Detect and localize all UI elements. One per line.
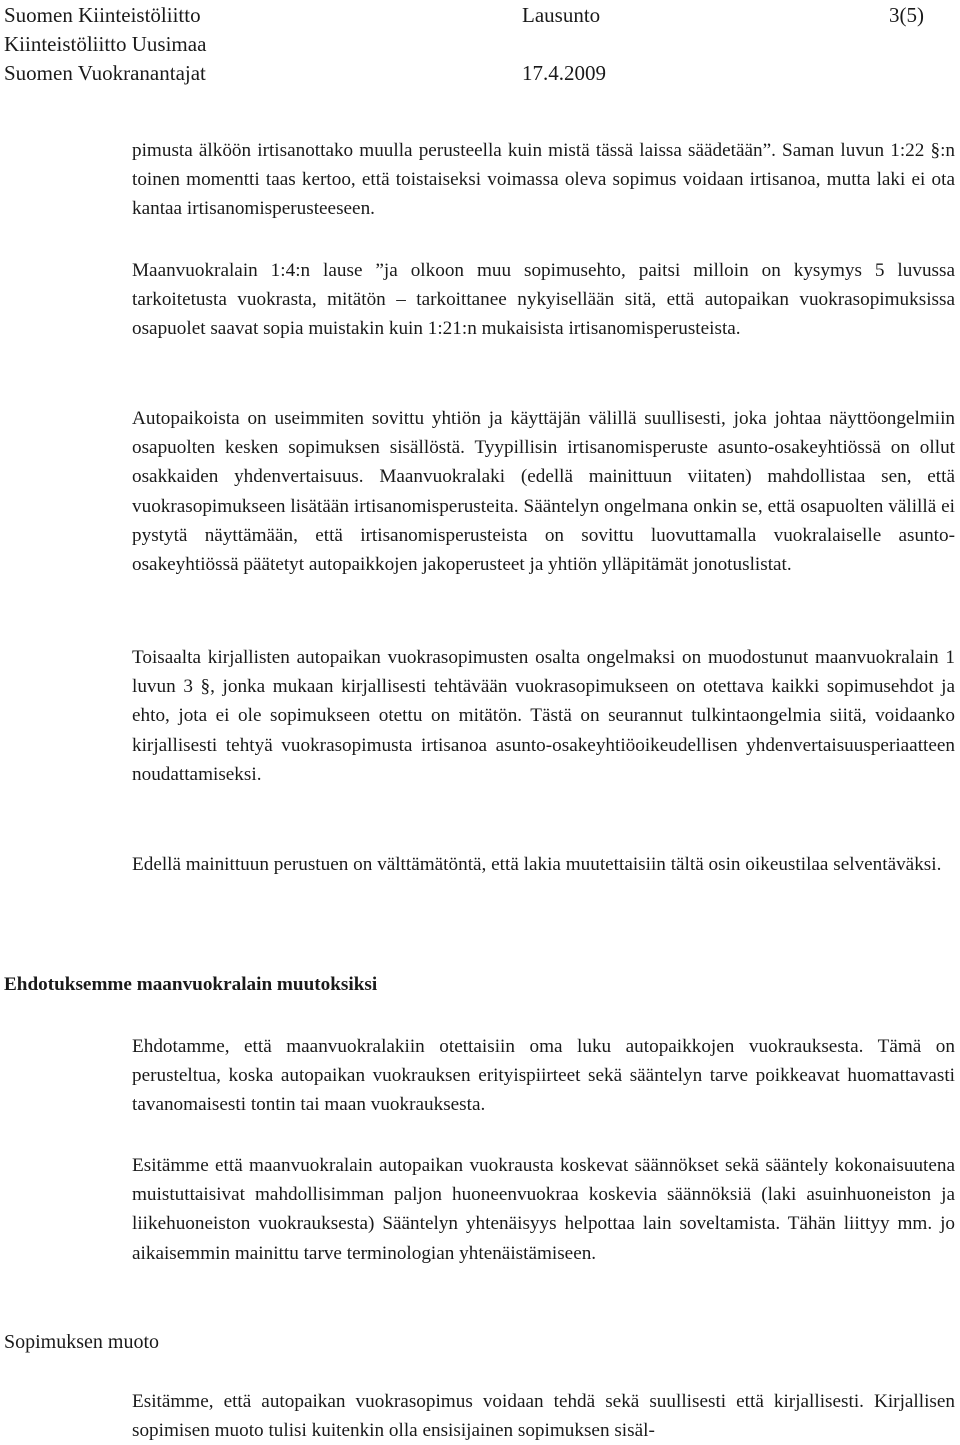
paragraph: Esitämme että maanvuokralain autopaikan vuokrausta koskevat säännökset sekä sääntely kokonaisuutena muistuttaisivat mahdollisimman paljon huoneenvuokraa koskevia säännöksiä (laki asuinhuoneiston ja liikehuoneiston vuokrauksesta) Sääntelyn yhtenäisyys helpottaa lain soveltamista. Tähän liittyy mm. jo aikaisemmin mainittu tarve terminologian yhtenäistämiseen. [132, 1155, 955, 1264]
header-org-line: Suomen Vuokranantajat [4, 61, 206, 85]
paragraph: Edellä mainittuun perustuen on välttämätöntä, että lakia muutettaisiin tältä osin oikeustilaa selventäväksi. [132, 854, 942, 875]
header-doc-info [522, 1, 606, 88]
paragraph: Esitämme, että autopaikan vuokrasopimus voidaan tehdä sekä suullisesti että kirjallisesti. Kirjallisen sopimisen muoto tulisi kuitenkin olla ensisijainen sopimuksen sisäl- [132, 1391, 955, 1442]
header-org-line: Kiinteistöliitto Uusimaa [4, 32, 207, 56]
paragraph: Autopaikoista on useimmiten sovittu yhtiön ja käyttäjän välillä suullisesti, joka johtaa näyttöongelmiin osapuolten kesken sopimuksen sisällöstä. Tyypillisin irtisanomisperuste asunto-osakeyhtiössä on ollut osakkaiden yhdenvertaisuus. Maanvuokralaki (edellä mainittuun viitaten) mahdollistaa sen, että vuokrasopimukseen lisätään irtisanomisperusteita. Sääntelyn ongelmana onkin se, että osapuolten välillä ei pystytä näyttämään, että irtisanomisperusteista on sovittu luovuttamalla vuokralaiselle asunto-osakeyhtiössä päätetyt autopaikkojen jakoperusteet ja yhtiön ylläpitämät jonotuslistat. [132, 408, 955, 576]
section-heading: Sopimuksen muoto [4, 1331, 160, 1353]
header-organizations [4, 1, 206, 88]
header-org-line: Suomen Kiinteistöliitto [4, 3, 201, 27]
paragraph: Maanvuokralain 1:4:n lause ”ja olkoon muu sopimusehto, paitsi milloin on kysymys 5 luvussa tarkoitetusta vuokrasta, mitätön – tarkoittanee nykyisellään sitä, että autopaikan vuokrasopimuksissa osapuolet saavat sopia muistakin kuin 1:21:n mukaisista irtisanomisperusteista. [132, 260, 955, 340]
header-page-number: 3(5) [889, 3, 924, 27]
paragraph: pimusta älköön irtisanottako muulla perusteella kuin mistä tässä laissa säädetään”. Saman luvun 1:22 §:n toinen momentti taas kertoo, että toistaiseksi voimassa oleva sopimus voidaan irtisanoa, mutta laki ei ota kantaa irtisanomisperusteeseen. [132, 140, 955, 220]
section-heading: Ehdotuksemme maanvuokralain muutoksiksi [4, 974, 378, 995]
header-doc-type: Lausunto [522, 3, 601, 27]
paragraph: Toisaalta kirjallisten autopaikan vuokrasopimusten osalta ongelmaksi on muodostunut maanvuokralain 1 luvun 3 §, jonka mukaan kirjallisesti tehtävään vuokrasopimukseen on otettava kaikki sopimusehdot ja ehto, jota ei ole sopimukseen otettu on mitätön. Tästä on seurannut tulkintaongelmia siitä, voidaanko kirjallisesti tehtyä vuokrasopimusta irtisanoa asunto-osakeyhtiöoikeudellisen yhdenvertaisuusperiaatteen noudattamiseksi. [132, 647, 955, 785]
header-date: 17.4.2009 [522, 61, 606, 85]
paragraph: Ehdotamme, että maanvuokralakiin otettaisiin oma luku autopaikkojen vuokrauksesta. Tämä on perusteltua, koska autopaikan vuokrauksen erityispiirteet sekä sääntelyn tarve poikkeavat huomattavasti tavanomaisesti tontin tai maan vuokrauksesta. [132, 1036, 955, 1116]
